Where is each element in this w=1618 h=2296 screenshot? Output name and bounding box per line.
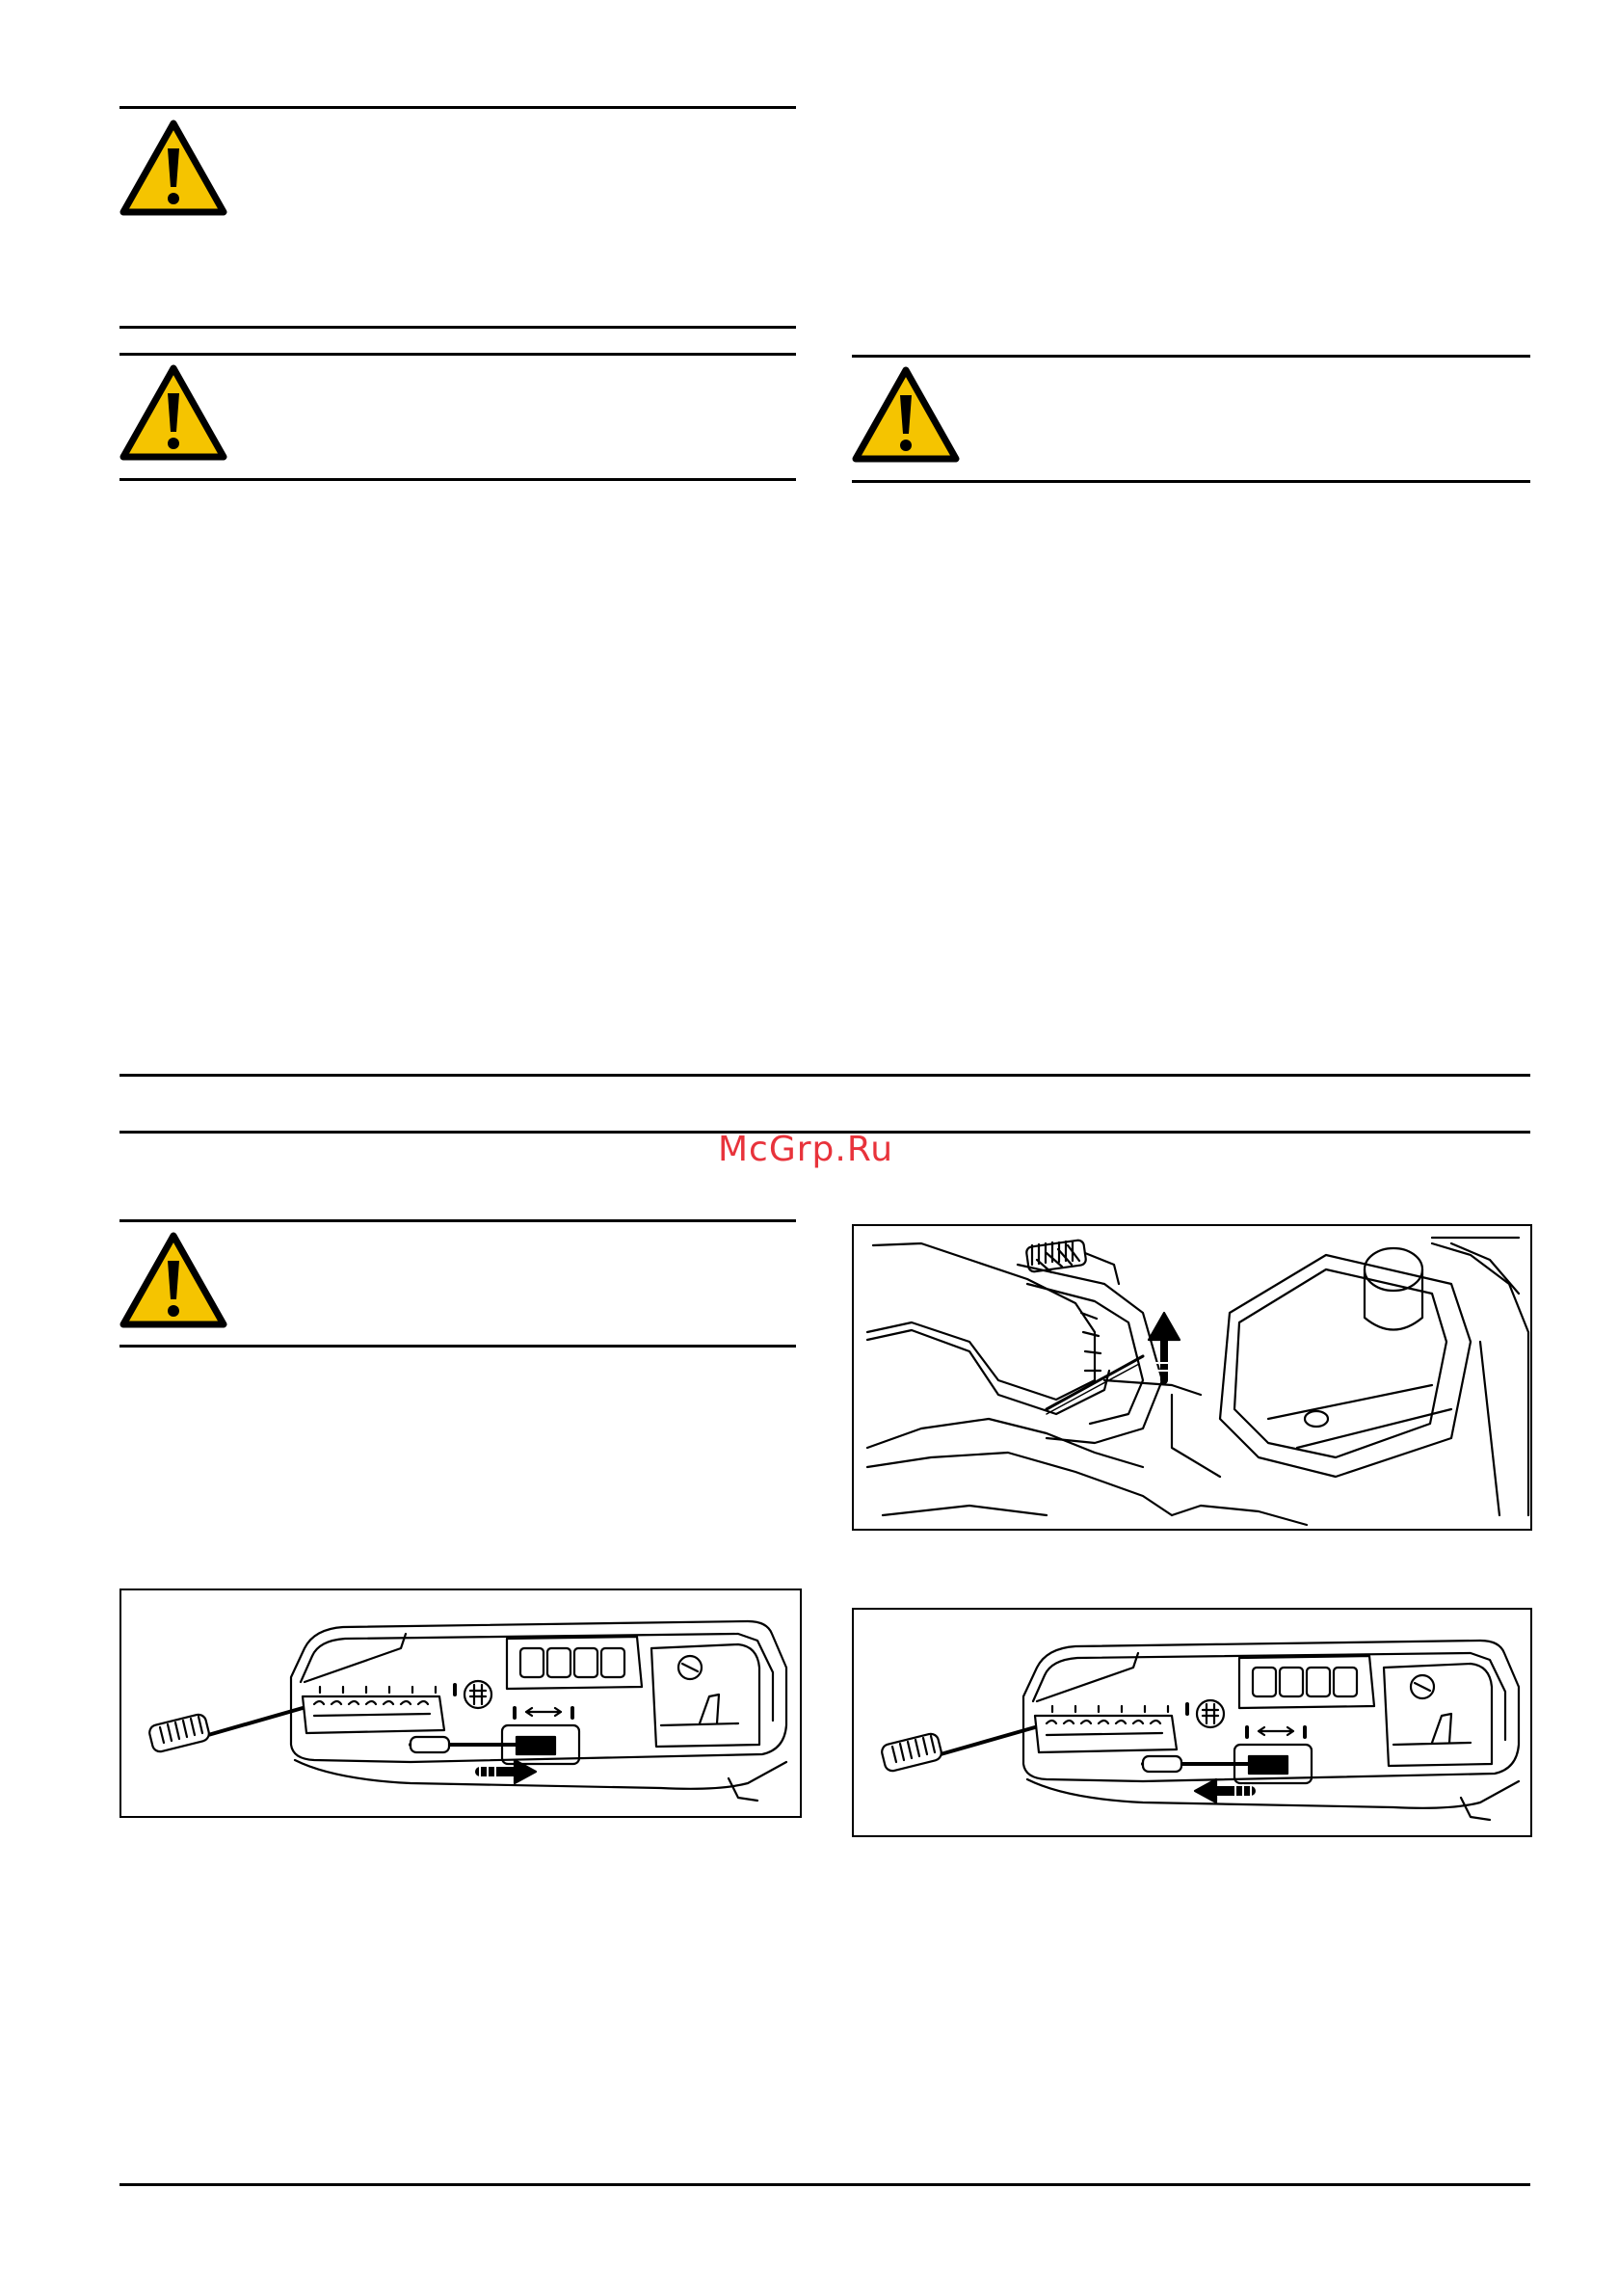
watermark: McGrp.Ru <box>718 1130 894 1169</box>
rule-low-left-1 <box>119 1219 796 1222</box>
rule-top-left-1 <box>119 106 796 109</box>
warning-triangle-icon <box>118 118 229 218</box>
rule-mid-right-2 <box>852 480 1530 483</box>
rule-mid-right-1 <box>852 355 1530 358</box>
rule-mid-left-2 <box>119 478 796 481</box>
warning-triangle-icon <box>850 364 962 465</box>
footer-rule <box>119 2183 1530 2186</box>
figure-control-panel-right <box>852 1608 1532 1837</box>
warning-triangle-icon <box>118 1230 229 1330</box>
figure-control-panel-left <box>119 1589 802 1818</box>
section-rule-1 <box>119 1074 1530 1077</box>
rule-top-left-2 <box>119 326 796 329</box>
figure-lever-lift <box>852 1224 1532 1531</box>
rule-mid-left-1 <box>119 353 796 356</box>
rule-low-left-2 <box>119 1345 796 1348</box>
warning-triangle-icon <box>118 362 229 463</box>
